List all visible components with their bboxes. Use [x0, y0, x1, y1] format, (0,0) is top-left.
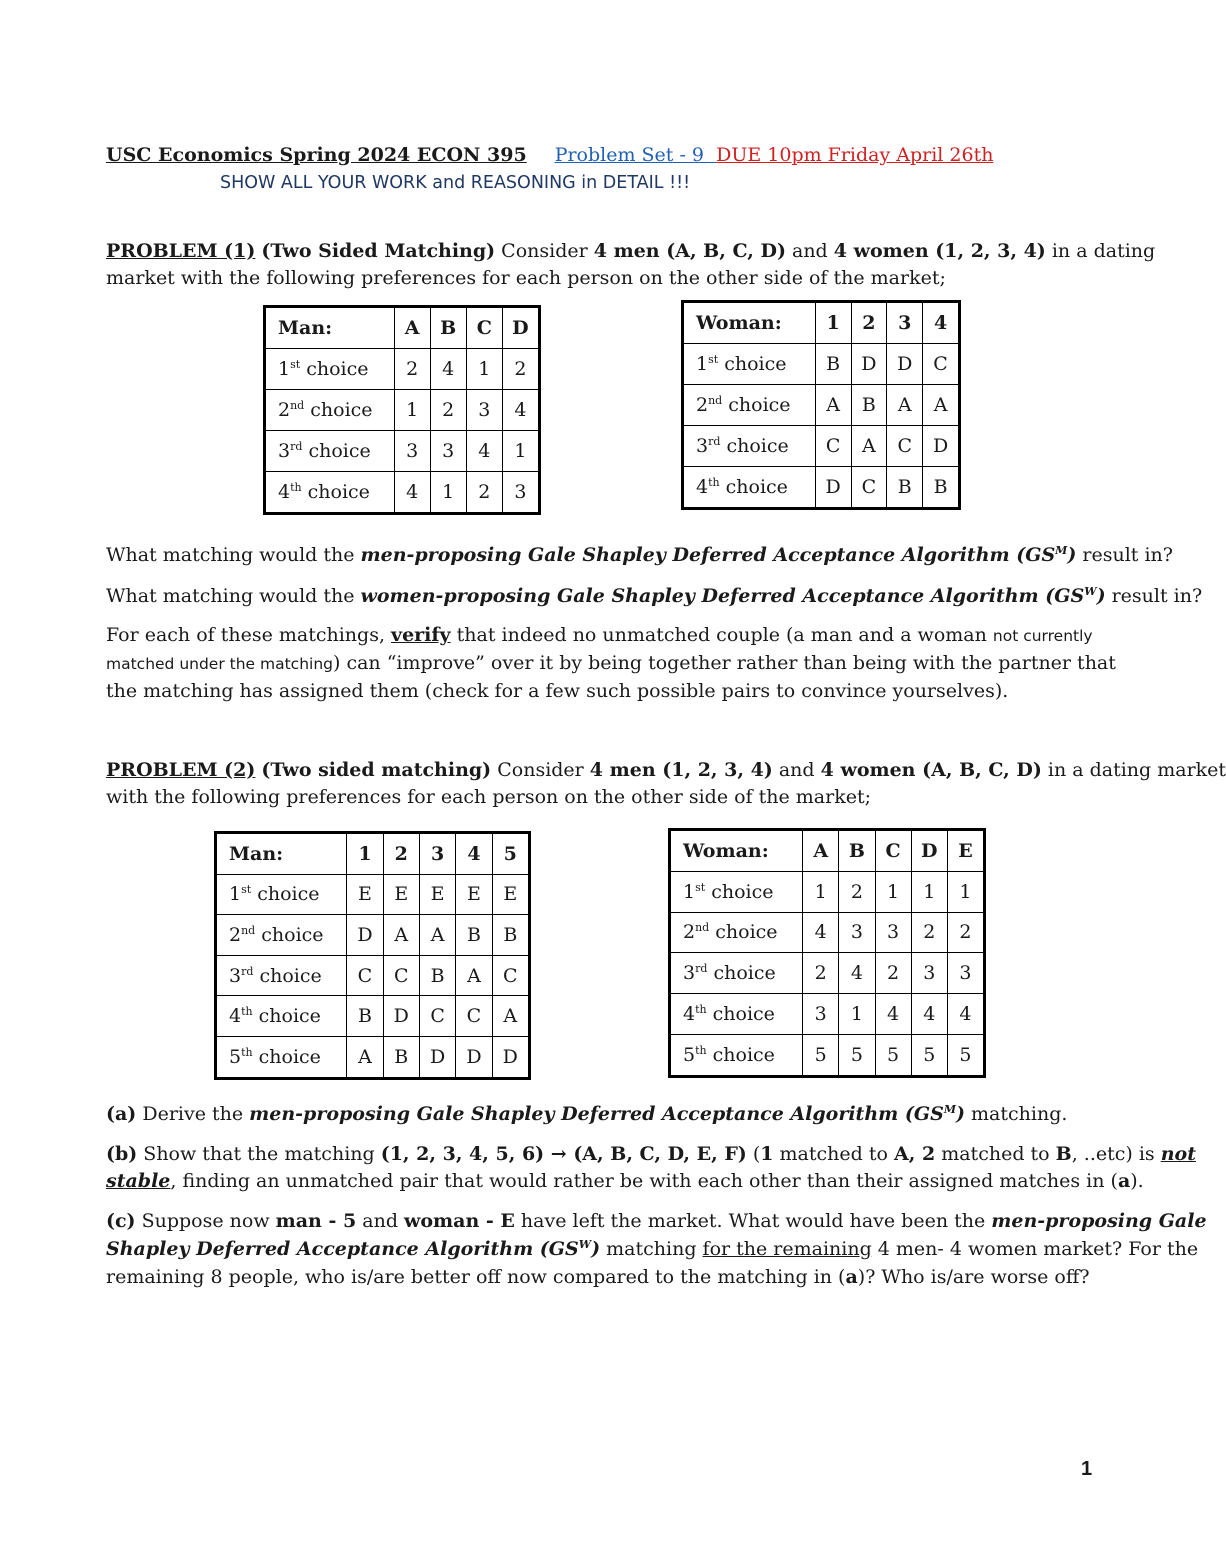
preference-cell: D [492, 1036, 528, 1077]
column-header: C [466, 308, 502, 349]
preference-cell: A [456, 955, 492, 996]
problem2-part-c-line2: Shapley Deferred Acceptance Algorithm $(GS^W)$ matching for the remaining 4 men- 4 women market? For the [106, 1238, 1199, 1260]
preference-cell: 3 [502, 472, 538, 513]
table-row [671, 1034, 984, 1075]
preference-cell: D [347, 915, 383, 956]
choice-rank-label: 2nd choice [671, 912, 803, 953]
column-header: 3 [419, 834, 455, 875]
preference-cell: 2 [947, 912, 983, 953]
due-date: DUE 10pm Friday April 26th [716, 144, 994, 166]
column-header: B [839, 831, 875, 872]
preference-cell: E [383, 874, 419, 915]
preference-cell: 4 [839, 953, 875, 994]
problem1-women-preference-table [683, 302, 959, 508]
column-header: 4 [923, 303, 959, 344]
problem2-intro: PROBLEM (2) (Two sided matching) Consider 4 men (1, 2, 3, 4) and 4 women (A, B, C, D) in a dating market [106, 759, 1226, 781]
table-row [671, 871, 984, 912]
preference-cell: 5 [839, 1034, 875, 1075]
preference-cell: A [419, 915, 455, 956]
preference-cell: B [456, 915, 492, 956]
preference-cell: 1 [430, 472, 466, 513]
preference-cell: A [887, 385, 923, 426]
table-row [684, 426, 959, 467]
table-row [266, 390, 539, 431]
table-row [217, 1036, 529, 1077]
preference-cell: A [923, 385, 959, 426]
preference-cell: 4 [911, 994, 947, 1035]
preference-cell: D [456, 1036, 492, 1077]
preference-cell: 3 [911, 953, 947, 994]
preference-cell: 2 [839, 871, 875, 912]
table-row [671, 912, 984, 953]
column-header: B [430, 308, 466, 349]
column-header: 2 [851, 303, 887, 344]
preference-cell: 1 [394, 390, 430, 431]
preference-cell: B [383, 1036, 419, 1077]
problem2-part-c-line1: (c) Suppose now man - 5 and woman - E have left the market. What would have been the men-proposing Gale [106, 1210, 1207, 1232]
preference-cell: C [383, 955, 419, 996]
table-row [217, 955, 529, 996]
preference-cell: 3 [839, 912, 875, 953]
preference-cell: A [492, 996, 528, 1037]
table-row [671, 994, 984, 1035]
table-header-row [671, 831, 984, 872]
preference-cell: 5 [947, 1034, 983, 1075]
preference-cell: 3 [430, 431, 466, 472]
preference-cell: 1 [502, 431, 538, 472]
preference-cell: B [815, 344, 851, 385]
problem2-part-c-line3: remaining 8 people, who is/are better off now compared to the matching in (a)? Who is/are worse off? [106, 1266, 1090, 1288]
table-header-row [684, 303, 959, 344]
table-row [266, 472, 539, 513]
choice-rank-label: 1st choice [266, 349, 395, 390]
choice-rank-label: 2nd choice [266, 390, 395, 431]
choice-rank-label: 4th choice [266, 472, 395, 513]
problem1-title: (Two Sided Matching) [261, 240, 496, 262]
table-row [684, 385, 959, 426]
preference-cell: D [419, 1036, 455, 1077]
preference-cell: C [887, 426, 923, 467]
preference-cell: 4 [466, 431, 502, 472]
preference-cell: A [815, 385, 851, 426]
column-header: 5 [492, 834, 528, 875]
preference-cell: C [347, 955, 383, 996]
choice-rank-label: 4th choice [684, 467, 816, 508]
preference-cell: 1 [466, 349, 502, 390]
preference-cell: 2 [803, 953, 839, 994]
preference-cell: D [887, 344, 923, 385]
preference-cell: 4 [430, 349, 466, 390]
preference-cell: 3 [466, 390, 502, 431]
preference-cell: 2 [911, 912, 947, 953]
table-row [684, 467, 959, 508]
column-header: A [803, 831, 839, 872]
preference-cell: 5 [911, 1034, 947, 1075]
preference-cell: 2 [502, 349, 538, 390]
preference-cell: B [419, 955, 455, 996]
preference-cell: 1 [803, 871, 839, 912]
preference-cell: D [923, 426, 959, 467]
preference-cell: E [492, 874, 528, 915]
preference-cell: D [851, 344, 887, 385]
preference-cell: A [383, 915, 419, 956]
choice-rank-label: 1st choice [217, 874, 347, 915]
column-header: D [502, 308, 538, 349]
table-row [217, 915, 529, 956]
table-row [671, 953, 984, 994]
preference-cell: 4 [947, 994, 983, 1035]
preference-cell: 1 [875, 871, 911, 912]
choice-rank-label: 1st choice [684, 344, 816, 385]
preference-cell: C [456, 996, 492, 1037]
choice-rank-label: 2nd choice [684, 385, 816, 426]
problem1-intro-line2: market with the following preferences for each person on the other side of the market; [106, 267, 946, 289]
column-header: 1 [347, 834, 383, 875]
preference-cell: E [419, 874, 455, 915]
preference-cell: 4 [502, 390, 538, 431]
problem1-heading: PROBLEM (1) [106, 240, 256, 262]
choice-rank-label: 2nd choice [217, 915, 347, 956]
table-row [217, 996, 529, 1037]
preference-cell: B [887, 467, 923, 508]
problem2-part-a: (a) Derive the men-proposing Gale Shapley Deferred Acceptance Algorithm $(GS^M)$ matching. [106, 1103, 1068, 1125]
preference-cell: 3 [875, 912, 911, 953]
preference-cell: A [347, 1036, 383, 1077]
table-header-row [266, 308, 539, 349]
column-header: 3 [887, 303, 923, 344]
problem1-men-preference-table [265, 307, 539, 513]
table-header-row [217, 834, 529, 875]
preference-cell: 3 [394, 431, 430, 472]
column-header: C [875, 831, 911, 872]
preference-cell: 2 [875, 953, 911, 994]
problem1-verify-line1: For each of these matchings, verify that indeed no unmatched couple (a man and a woman not currently [106, 624, 1093, 646]
table-row [684, 344, 959, 385]
course-title: USC Economics Spring 2024 ECON 395 [106, 144, 527, 166]
preference-cell: E [347, 874, 383, 915]
preference-cell: C [851, 467, 887, 508]
preference-cell: 2 [430, 390, 466, 431]
preference-cell: C [492, 955, 528, 996]
problem-set-label: Problem Set - 9 [554, 144, 705, 166]
problem1-verify-line2: matched under the matching) can “improve” over it by being together rather than being with the partner that [106, 652, 1116, 674]
table-row [217, 874, 529, 915]
preference-cell: A [851, 426, 887, 467]
column-header: E [947, 831, 983, 872]
preference-cell: 1 [839, 994, 875, 1035]
choice-rank-label: 5th choice [217, 1036, 347, 1077]
header-line [106, 142, 993, 168]
column-header: D [911, 831, 947, 872]
problem2-part-b-line2: stable, finding an unmatched pair that would rather be with each other than their assigned matches in (a). [106, 1170, 1144, 1192]
table-corner-label: Woman: [671, 831, 803, 872]
preference-cell: B [492, 915, 528, 956]
problem1-question-women: What matching would the women-proposing Gale Shapley Deferred Acceptance Algorithm $(GS^W)$ result in? [106, 585, 1203, 607]
problem2-title: (Two sided matching) [261, 759, 492, 781]
preference-cell: 2 [394, 349, 430, 390]
problem2-men-preference-table [216, 833, 529, 1078]
preference-cell: B [851, 385, 887, 426]
preference-cell: 4 [803, 912, 839, 953]
preference-cell: 2 [466, 472, 502, 513]
choice-rank-label: 3rd choice [217, 955, 347, 996]
column-header: A [394, 308, 430, 349]
preference-cell: 4 [875, 994, 911, 1035]
choice-rank-label: 1st choice [671, 871, 803, 912]
table-row [266, 349, 539, 390]
preference-cell: 1 [947, 871, 983, 912]
table-corner-label: Man: [217, 834, 347, 875]
preference-cell: C [815, 426, 851, 467]
column-header: 1 [815, 303, 851, 344]
preference-cell: C [923, 344, 959, 385]
choice-rank-label: 3rd choice [684, 426, 816, 467]
problem2-women-preference-table [670, 830, 984, 1076]
preference-cell: 3 [803, 994, 839, 1035]
problem2-intro-line2: with the following preferences for each person on the other side of the market; [106, 786, 872, 808]
table-row [266, 431, 539, 472]
choice-rank-label: 3rd choice [671, 953, 803, 994]
preference-cell: 5 [803, 1034, 839, 1075]
table-corner-label: Woman: [684, 303, 816, 344]
column-header: 2 [383, 834, 419, 875]
choice-rank-label: 4th choice [217, 996, 347, 1037]
problem1-verify-line3: the matching has assigned them (check for a few such possible pairs to convince yourselves). [106, 680, 1009, 702]
preference-cell: B [923, 467, 959, 508]
preference-cell: 3 [947, 953, 983, 994]
preference-cell: 5 [875, 1034, 911, 1075]
preference-cell: C [419, 996, 455, 1037]
preference-cell: 1 [911, 871, 947, 912]
page-number: 1 [1081, 1458, 1093, 1480]
choice-rank-label: 4th choice [671, 994, 803, 1035]
problem2-heading: PROBLEM (2) [106, 759, 256, 781]
table-corner-label: Man: [266, 308, 395, 349]
preference-cell: 4 [394, 472, 430, 513]
problem1-question-men: What matching would the men-proposing Gale Shapley Deferred Acceptance Algorithm $(GS^M)$ result in? [106, 544, 1173, 566]
instruction-line: SHOW ALL YOUR WORK and REASONING in DETAIL !!! [220, 173, 691, 193]
problem1-intro: PROBLEM (1) (Two Sided Matching) Consider 4 men (A, B, C, D) and 4 women (1, 2, 3, 4) in a dating [106, 240, 1156, 262]
preference-cell: D [815, 467, 851, 508]
preference-cell: E [456, 874, 492, 915]
choice-rank-label: 3rd choice [266, 431, 395, 472]
choice-rank-label: 5th choice [671, 1034, 803, 1075]
problem2-part-b-line1: (b) Show that the matching (1, 2, 3, 4, 5, 6) → (A, B, C, D, E, F) (1 matched to A, 2 matched to B, ..etc) is not [106, 1143, 1196, 1165]
preference-cell: B [347, 996, 383, 1037]
preference-cell: D [383, 996, 419, 1037]
column-header: 4 [456, 834, 492, 875]
